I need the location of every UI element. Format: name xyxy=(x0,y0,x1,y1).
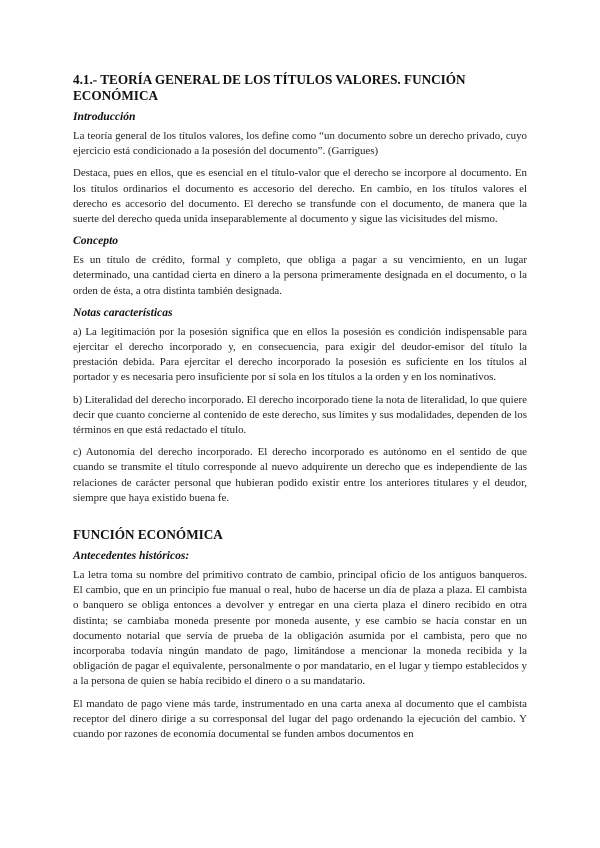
antecedentes-paragraph-1: La letra toma su nombre del primitivo contrato de cambio, principal oficio de los antiguos banqueros. El cambio, que en un principio fue manual o real, hubo de hacerse un día de plaza a plaza. El cambista o banquero se obliga entonces a devolver y entregar en una cierta plaza el dinero recibido en otra distinta; se cambiaba moneda presente por moneda ausente, y ese cambio se hacía constar en un documento notarial que servía de prueba de la obligación asumida por el cambista, pero que no incorporaba todavía ningún mandato de pago, limitándose a mencionar la moneda recibida y la obligación de pagar el equivalente, personalmente o por mandatario, en el lugar y tiempo establecidos y a la persona de quien se había recibido el dinero o a su mandatario. xyxy=(73,569,527,688)
antecedentes-paragraph-2: El mandato de pago viene más tarde, instrumentado en una carta anexa al documento que el cambista receptor del dinero dirige a su corresponsal del lugar del pago ordenando la ejecución del cambio. Y cuando por razones de economía documental se funden ambos documentos en xyxy=(73,697,527,741)
concepto-paragraph: Es un título de crédito, formal y completo, que obliga a pagar a su vencimiento, en un lugar determinado, una cantidad cierta en dinero a la persona primeramente designada en el documento, o la orden de ésta, a otra distinta también designada. xyxy=(73,254,527,297)
notas-paragraph-b: b) Literalidad del derecho incorporado. El derecho incorporado tiene la nota de literalidad, lo que quiere decir que cuanto concierne al contenido de este derecho, sus límites y sus modalidades, dependen de los términos en que está redactado el título. xyxy=(73,393,527,437)
notas-paragraph-c: c) Autonomía del derecho incorporado. El derecho incorporado es autónomo en el sentido de que cuando se transmite el título corresponde al nuevo adquirente un derecho que es independiente de las relaciones de carácter personal que hubieran podido existir entre los anteriores titulares y el deudor, siempre que haya existido buena fe. xyxy=(73,446,527,504)
section-title: 4.1.- TEORÍA GENERAL DE LOS TÍTULOS VALORES. FUNCIÓN ECONÓMICA xyxy=(73,72,466,103)
concepto-heading: Concepto xyxy=(73,234,119,248)
notas-paragraph-a: a) La legitimación por la posesión significa que en ellos la posesión es condición indispensable para ejercitar el derecho incorporado y, en consecuencia, para exigir del deudor-emisor del título la prestación debida. Para ejercitar el derecho incorporado la posesión es suficiente en los títulos al portador y es necesaria pero insuficiente por sí sola en los títulos a la orden y en los nominativos. xyxy=(73,325,527,384)
intro-paragraph-1: La teoría general de los títulos valores, los define como “un documento sobre un derecho privado, cuyo ejercicio está condicionado a la posesión del documento”. (Garrigues) xyxy=(73,130,527,158)
section-spacer xyxy=(73,513,527,527)
notas-heading: Notas características xyxy=(73,305,173,319)
funcion-economica-title: FUNCIÓN ECONÓMICA xyxy=(73,527,223,543)
intro-heading: Introducción xyxy=(73,110,136,123)
antecedentes-heading: Antecedentes históricos: xyxy=(73,549,190,563)
document-page xyxy=(73,72,527,749)
intro-paragraph-2: Destaca, pues en ellos, que es esencial en el título-valor que el derecho se incorpore al documento. En los títulos ordinarios el documento es accesorio del derecho. En cambio, en los títulos valores el derecho es accesorio del documento. El derecho se transfunde con el documento, de manera que la suerte del derecho queda unida inseparablemente al documento y sigue las vicisitudes del mismo. xyxy=(73,167,527,226)
